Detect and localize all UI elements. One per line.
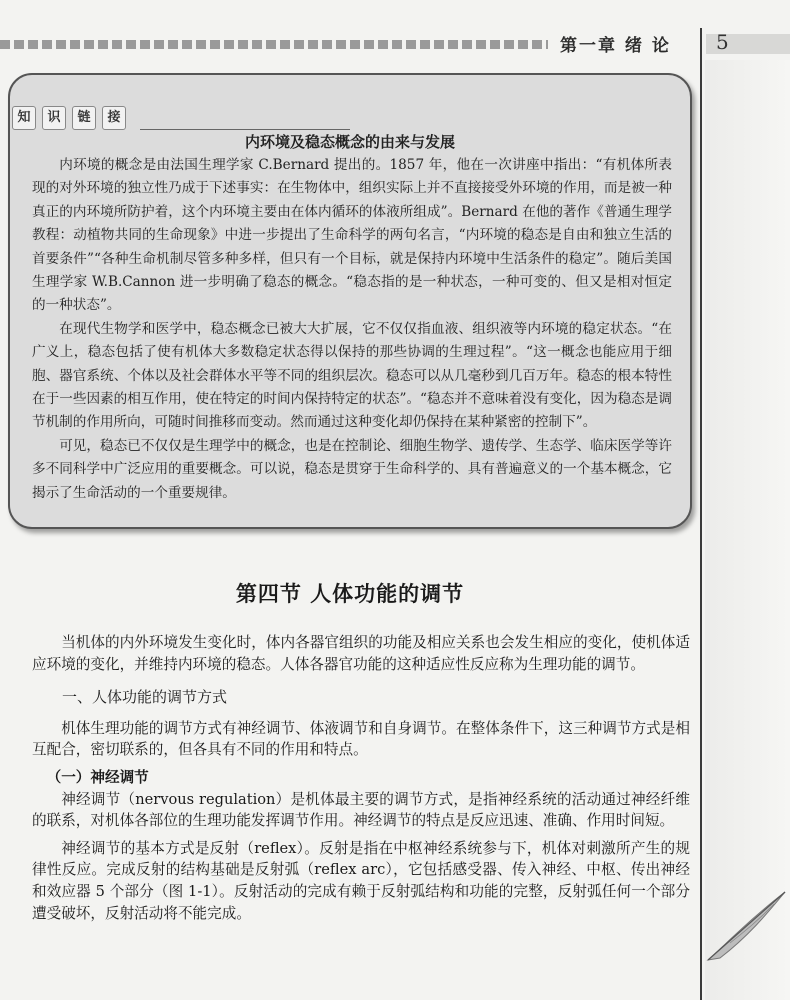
box-body [32,154,672,505]
header-dotted-rule [0,40,548,49]
chapter-title: 第一章 绪 论 [560,36,671,56]
intro-paragraph: 当机体的内外环境发生变化时，体内各器官组织的功能及相应关系也会发生相应的变化，使机体适应环境的变化，并维持内环境的稳态。人体各器官功能的这种适应性反应称为生理功能的调节。 [32,634,690,673]
paragraph: 神经调节（nervous regulation）是机体最主要的调节方式，是指神经系统的活动通过神经纤维的联系，对机体各部位的生理功能发挥调节作用。神经调节的特点是反应迅速、准确、作用时间短。 [32,790,690,830]
feather-quill-icon [700,880,790,970]
page-header [0,0,790,62]
paragraph: 机体生理功能的调节方式有神经调节、体液调节和自身调节。在整体条件下，这三种调节方式是相互配合，密切联系的，但各具有不同的作用和特点。 [32,719,690,759]
tag-char: 识 [42,106,66,130]
tag-char: 知 [12,106,36,130]
box-title: 内环境及稳态概念的由来与发展 [244,133,455,151]
tag-underline [140,129,350,130]
knowledge-link-tag [12,104,142,132]
heading-level1: 一、人体功能的调节方式 [62,688,228,707]
box-paragraph: 内环境的概念是由法国生理学家 C.Bernard 提出的。1857 年，他在一次讲座中指出：“有机体所表现的对外环境的独立性乃成于下述事实：在生物体中，组织实际上并不直接接受外环境的作用，而是被一种真正的内环境所防护着，这个内环境主要由在体内循环的体液所组成”。Bernard 在他的著作《普通生理学教程：动植物共同的生命现象》中进一步提出了生命科学的两句名言，“内环境的稳态是自由和独立生活的首要条件”“各种生命机制尽管多种多样，但只有一个目标，就是保持内环境中生活条件的稳定”。随后美国生理学家 W.B.Cannon 进一步明确了稳态的概念。“稳态指的是一种状态，一种可变的、但又是相对恒定的一种状态”。 [32,157,672,314]
page-number: 5 [716,30,729,54]
box-paragraph: 在现代生物学和医学中，稳态概念已被大大扩展，它不仅仅指血液、组织液等内环境的稳定状态。“在广义上，稳态包括了使有机体大多数稳定状态得以保持的那些协调的生理过程”。“这一概念也能应用于细胞、器官系统、个体以及社会群体水平等不同的组织层次。稳态可以从几毫秒到几百万年。稳态的根本特性在于一些因素的相互作用，使在特定的时间内保持特定的状态”。“稳态并不意味着没有变化，因为稳态是调节机制的作用所向，可随时间推移而变动。然而通过这种变化却仍保持在某种紧密的控制下”。 [32,320,672,431]
paragraph: 神经调节的基本方式是反射（reflex）。反射是指在中枢神经系统参与下，机体对刺激所产生的规律性反应。完成反射的结构基础是反射弧（reflex arc），它包括感受器、传入神经、中枢、传出神经和效应器 5 个部分（图 1-1）。反射活动的完成有赖于反射弧结构和功能的完整，反射弧任何一个部分遭受破坏，反射活动将不能完成。 [32,839,690,922]
vertical-margin-rule [700,28,702,1000]
section-body [32,632,690,924]
tag-char: 链 [72,106,96,130]
heading-level2: （一）神经调节 [46,768,149,786]
section-title: 第四节 人体功能的调节 [235,582,465,606]
margin-shade [705,60,790,1000]
tag-char: 接 [102,106,126,130]
box-paragraph: 可见，稳态已不仅仅是生理学中的概念，也是在控制论、细胞生物学、遗传学、生态学、临床医学等许多不同科学中广泛应用的重要概念。可以说，稳态是贯穿于生命科学的、具有普遍意义的一个基本概念，它揭示了生命活动的一个重要规律。 [32,437,672,501]
